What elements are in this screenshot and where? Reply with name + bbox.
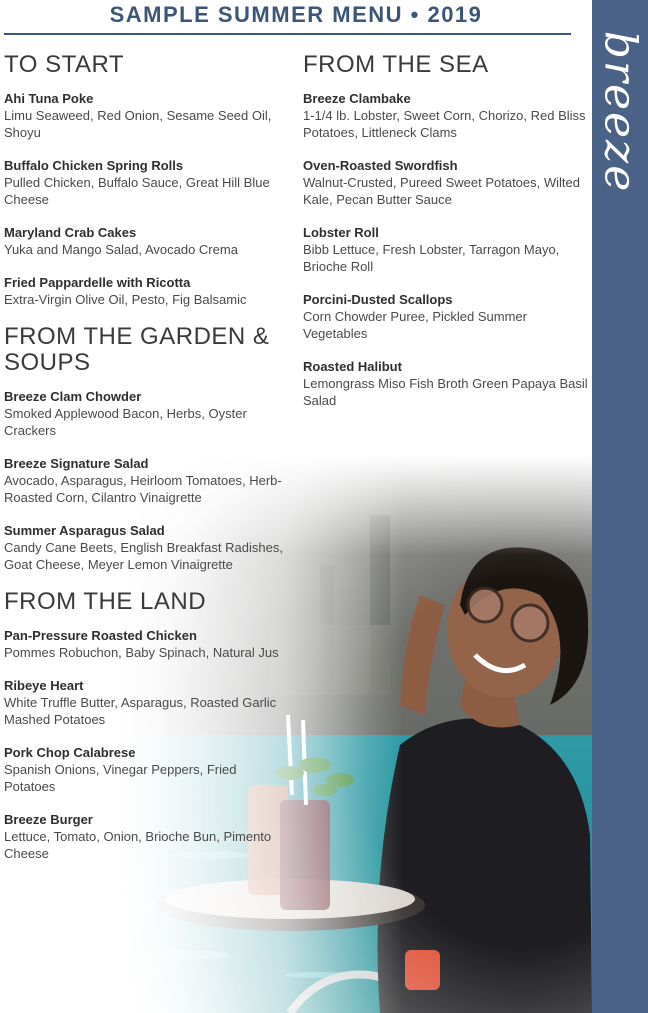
menu-item-name: Maryland Crab Cakes <box>4 225 137 240</box>
section-sea <box>303 52 588 409</box>
menu-item-name: Lobster Roll <box>303 225 379 240</box>
section-title: FROM THE GARDEN & SOUPS <box>4 323 270 376</box>
menu-item-description: Corn Chowder Puree, Pickled Summer Vegetables <box>303 309 527 341</box>
menu-item <box>303 358 588 409</box>
menu-item-description: Walnut-Crusted, Pureed Sweet Potatoes, Wilted Kale, Pecan Butter Sauce <box>303 175 580 207</box>
menu-item-name: Breeze Signature Salad <box>4 456 149 471</box>
menu-item-description: Candy Cane Beets, English Breakfast Radishes, Goat Cheese, Meyer Lemon Vinaigrette <box>4 540 283 572</box>
menu-item-description: Spanish Onions, Vinegar Peppers, Fried Potatoes <box>4 762 237 794</box>
section-to-start <box>4 52 289 308</box>
menu-item-name: Buffalo Chicken Spring Rolls <box>4 158 184 173</box>
menu-item-name: Pork Chop Calabrese <box>4 745 136 760</box>
logo-text: breeze <box>594 30 646 194</box>
menu-item-description: Limu Seaweed, Red Onion, Sesame Seed Oil, Shoyu <box>4 108 272 140</box>
menu-item-name: Oven-Roasted Swordfish <box>303 158 458 173</box>
menu-item <box>4 90 289 141</box>
menu-item-name: Pan-Pressure Roasted Chicken <box>4 628 197 643</box>
menu-item-description: Pulled Chicken, Buffalo Sauce, Great Hill Blue Cheese <box>4 175 270 207</box>
section-land <box>4 589 289 862</box>
menu-item-description: Bibb Lettuce, Fresh Lobster, Tarragon Mayo, Brioche Roll <box>303 242 560 274</box>
menu-item <box>4 274 289 308</box>
menu-item-name: Fried Pappardelle with Ricotta <box>4 275 191 290</box>
menu-item-name: Porcini-Dusted Scallops <box>303 292 453 307</box>
breeze-logo <box>592 0 648 240</box>
menu-item <box>4 455 289 506</box>
menu-item-description: Avocado, Asparagus, Heirloom Tomatoes, Herb-Roasted Corn, Cilantro Vinaigrette <box>4 473 282 505</box>
menu-item <box>303 291 588 342</box>
right-column <box>303 52 588 425</box>
menu-item <box>4 677 289 728</box>
menu-item-name: Breeze Clam Chowder <box>4 389 142 404</box>
menu-item <box>4 388 289 439</box>
section-title: FROM THE SEA <box>303 51 489 78</box>
section-title: TO START <box>4 51 125 78</box>
menu-item-description: Smoked Applewood Bacon, Herbs, Oyster Crackers <box>4 406 247 438</box>
menu-item <box>4 627 289 661</box>
menu-item-description: Lettuce, Tomato, Onion, Brioche Bun, Pimento Cheese <box>4 829 272 861</box>
menu-item <box>4 522 289 573</box>
menu-item <box>4 811 289 862</box>
menu-item-description: White Truffle Butter, Asparagus, Roasted Garlic Mashed Potatoes <box>4 695 277 727</box>
menu-item <box>303 224 588 275</box>
menu-item-name: Roasted Halibut <box>303 359 402 374</box>
menu-item-description: Extra-Virgin Olive Oil, Pesto, Fig Balsamic <box>4 292 247 307</box>
menu-item-name: Breeze Burger <box>4 812 93 827</box>
menu-item-name: Ahi Tuna Poke <box>4 91 94 106</box>
menu-item-name: Summer Asparagus Salad <box>4 523 165 538</box>
menu-item-name: Ribeye Heart <box>4 678 84 693</box>
menu-item-description: Lemongrass Miso Fish Broth Green Papaya Basil Salad <box>303 376 588 408</box>
menu-item <box>4 224 289 258</box>
menu-item-description: 1-1/4 lb. Lobster, Sweet Corn, Chorizo, Red Bliss Potatoes, Littleneck Clams <box>303 108 586 140</box>
section-garden <box>4 324 289 573</box>
menu-item <box>303 157 588 208</box>
section-title: FROM THE LAND <box>4 588 207 615</box>
menu-item <box>4 744 289 795</box>
menu-item <box>303 90 588 141</box>
menu-item-description: Yuka and Mango Salad, Avocado Crema <box>4 242 238 257</box>
menu-item <box>4 157 289 208</box>
menu-item-description: Pommes Robuchon, Baby Spinach, Natural Jus <box>4 645 279 660</box>
left-column <box>4 52 289 878</box>
menu-item-name: Breeze Clambake <box>303 91 411 106</box>
header-divider <box>4 33 571 35</box>
page-title: SAMPLE SUMMER MENU • 2019 <box>109 2 483 27</box>
